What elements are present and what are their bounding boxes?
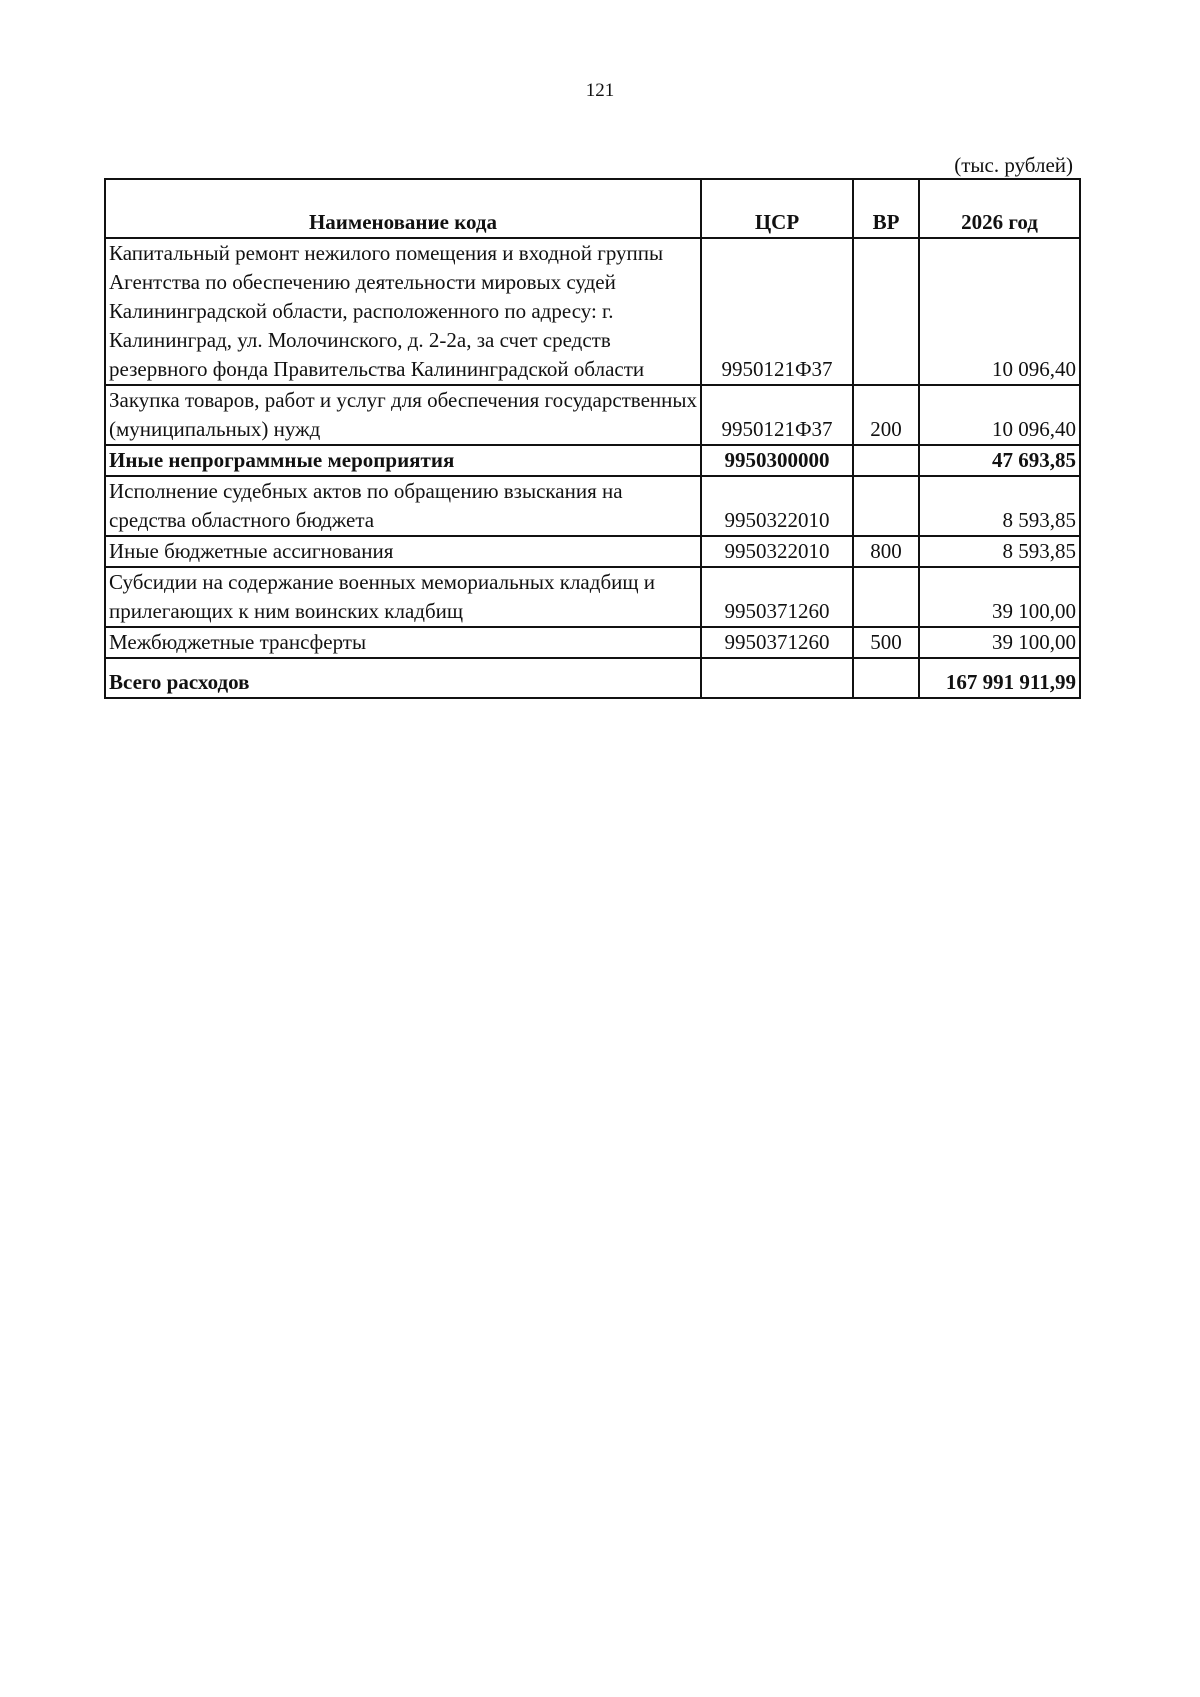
cell-name: Капитальный ремонт нежилого помещения и входной группы Агентства по обеспечению деятельности мировых судей Калининградской области, расположенного по адресу: г. Калининград, ул. Молочинского, д. 2-2а, за счет средств резервного фонда Правительства Калининградской области (105, 238, 701, 385)
header-csr: ЦСР (701, 179, 853, 238)
cell-csr: 9950371260 (701, 567, 853, 627)
cell-csr: 9950121Ф37 (701, 238, 853, 385)
units-label: (тыс. рублей) (954, 153, 1073, 177)
expenditure-table (104, 178, 1081, 699)
cell-name: Межбюджетные трансферты (105, 627, 701, 658)
cell-name: Закупка товаров, работ и услуг для обеспечения государственных (муниципальных) нужд (105, 385, 701, 445)
table-row (105, 238, 1080, 385)
cell-csr: 9950121Ф37 (701, 385, 853, 445)
cell-name: Иные непрограммные мероприятия (105, 445, 701, 476)
cell-sum: 10 096,40 (919, 238, 1080, 385)
cell-vr: 800 (853, 536, 919, 567)
cell-name: Исполнение судебных актов по обращению взыскания на средства областного бюджета (105, 476, 701, 536)
cell-sum: 10 096,40 (919, 385, 1080, 445)
table-row (105, 445, 1080, 476)
table-row (105, 627, 1080, 658)
cell-vr (853, 567, 919, 627)
cell-vr (853, 445, 919, 476)
table-row (105, 567, 1080, 627)
table-row (105, 385, 1080, 445)
page-number: 121 (585, 80, 615, 101)
cell-sum: 8 593,85 (919, 476, 1080, 536)
total-csr (701, 658, 853, 698)
total-vr (853, 658, 919, 698)
cell-sum: 39 100,00 (919, 627, 1080, 658)
cell-sum: 8 593,85 (919, 536, 1080, 567)
cell-sum: 39 100,00 (919, 567, 1080, 627)
cell-vr (853, 476, 919, 536)
expenditure-table-container (104, 178, 1079, 699)
cell-name: Иные бюджетные ассигнования (105, 536, 701, 567)
header-sum: 2026 год (919, 179, 1080, 238)
cell-csr: 9950371260 (701, 627, 853, 658)
cell-name: Субсидии на содержание военных мемориальных кладбищ и прилегающих к ним воинских кладбищ (105, 567, 701, 627)
cell-vr: 500 (853, 627, 919, 658)
header-name: Наименование кода (105, 179, 701, 238)
table-row (105, 536, 1080, 567)
table-header-row (105, 179, 1080, 238)
cell-csr: 9950322010 (701, 536, 853, 567)
cell-sum: 47 693,85 (919, 445, 1080, 476)
header-vr: ВР (853, 179, 919, 238)
table-total-row (105, 658, 1080, 698)
cell-vr: 200 (853, 385, 919, 445)
cell-csr: 9950300000 (701, 445, 853, 476)
table-row (105, 476, 1080, 536)
cell-vr (853, 238, 919, 385)
total-sum: 167 991 911,99 (919, 658, 1080, 698)
total-label: Всего расходов (105, 658, 701, 698)
cell-csr: 9950322010 (701, 476, 853, 536)
